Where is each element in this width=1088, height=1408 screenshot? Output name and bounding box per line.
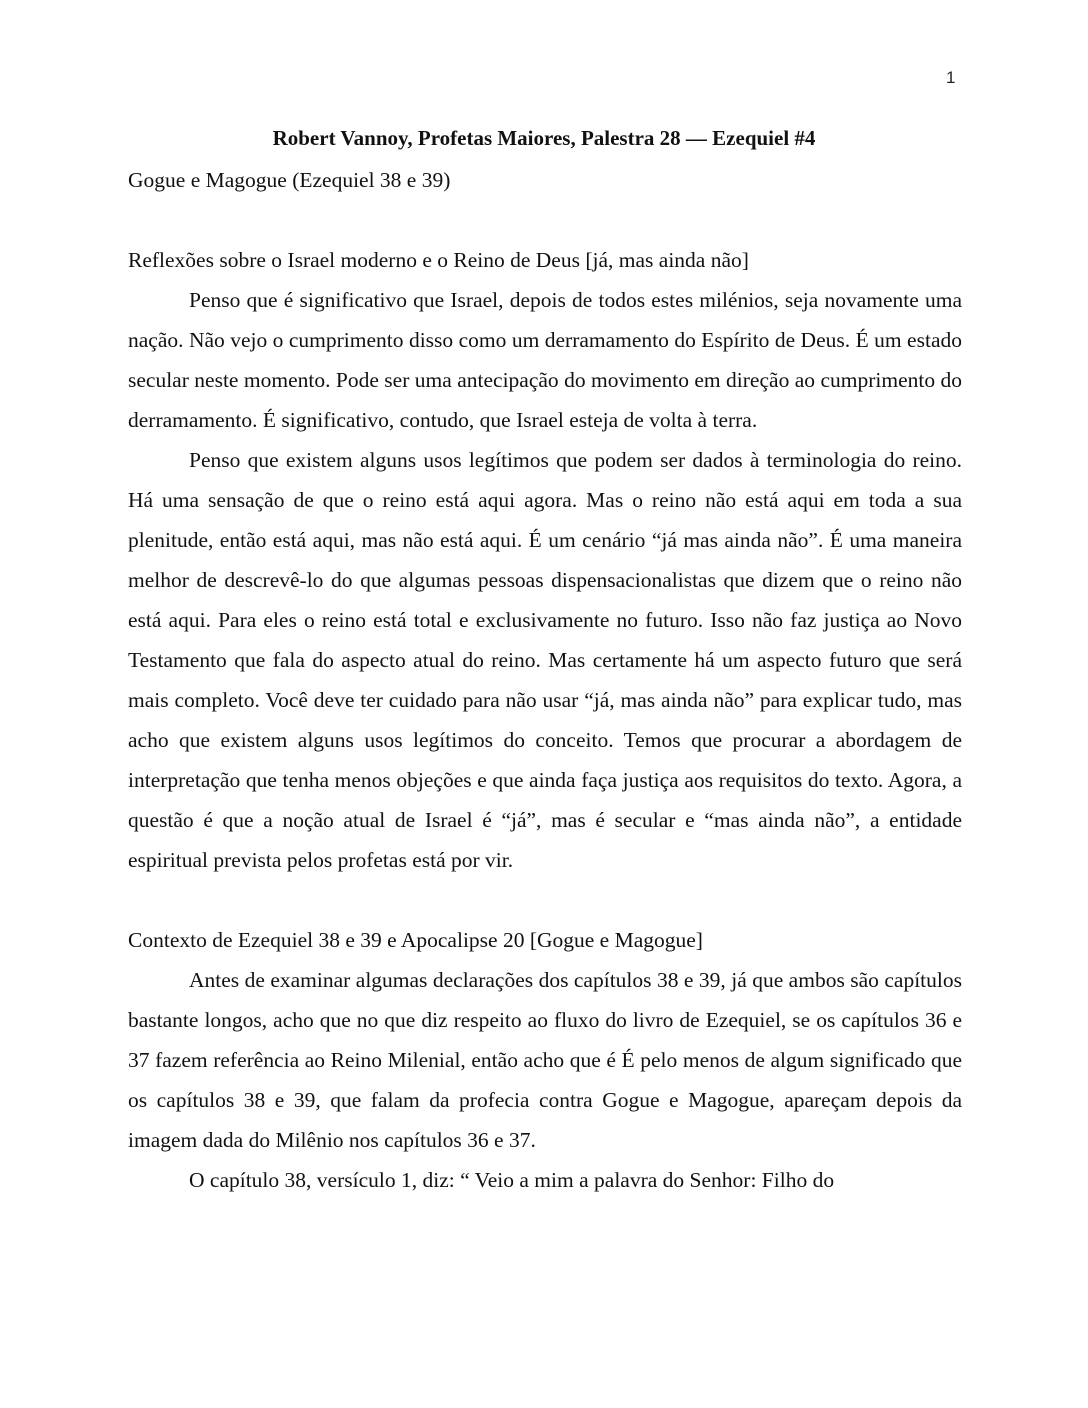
document-body: [128, 160, 962, 1200]
section-heading: Reflexões sobre o Israel moderno e o Reino de Deus [já, mas ainda não]: [128, 248, 749, 272]
document-subtitle: Gogue e Magogue (Ezequiel 38 e 39): [128, 168, 451, 192]
paragraph: Penso que é significativo que Israel, depois de todos estes milénios, seja novamente uma nação. Não vejo o cumprimento disso como um derramamento do Espírito de Deus. É um estado secular neste momento. Pode ser uma antecipação do movimento em direção ao cumprimento do derramamento. É significativo, contudo, que Israel esteja de volta à terra.: [128, 288, 962, 432]
blank-line: [128, 880, 962, 920]
document-title: Robert Vannoy, Profetas Maiores, Palestra 28 — Ezequiel #4: [272, 126, 816, 150]
paragraph: O capítulo 38, versículo 1, diz: “ Veio a mim a palavra do Senhor: Filho do: [189, 1168, 835, 1192]
blank-line: [128, 200, 962, 240]
page-number: 1: [946, 68, 956, 87]
paragraph: Antes de examinar algumas declarações dos capítulos 38 e 39, já que ambos são capítulos bastante longos, acho que no que diz respeito ao fluxo do livro de Ezequiel, se os capítulos 36 e 37 fazem referência ao Reino Milenial, então acho que é É pelo menos de algum significado que os capítulos 38 e 39, que falam da profecia contra Gogue e Magogue, apareçam depois da imagem dada do Milênio nos capítulos 36 e 37.: [128, 968, 962, 1152]
section-heading: Contexto de Ezequiel 38 e 39 e Apocalipse 20 [Gogue e Magogue]: [128, 928, 703, 952]
paragraph: Penso que existem alguns usos legítimos que podem ser dados à terminologia do reino. Há uma sensação de que o reino está aqui agora. Mas o reino não está aqui em toda a sua plenitude, então está aqui, mas não está aqui. É um cenário “já mas ainda não”. É uma maneira melhor de descrevê-lo do que algumas pessoas dispensacionalistas que dizem que o reino não está aqui. Para eles o reino está total e exclusivamente no futuro. Isso não faz justiça ao Novo Testamento que fala do aspecto atual do reino. Mas certamente há um aspecto futuro que será mais completo. Você deve ter cuidado para não usar “já, mas ainda não” para explicar tudo, mas acho que existem alguns usos legítimos do conceito. Temos que procurar a abordagem de interpretação que tenha menos objeções e que ainda faça justiça aos requisitos do texto. Agora, a questão é que a noção atual de Israel é “já”, mas é secular e “mas ainda não”, a entidade espiritual prevista pelos profetas está por vir.: [128, 448, 962, 872]
